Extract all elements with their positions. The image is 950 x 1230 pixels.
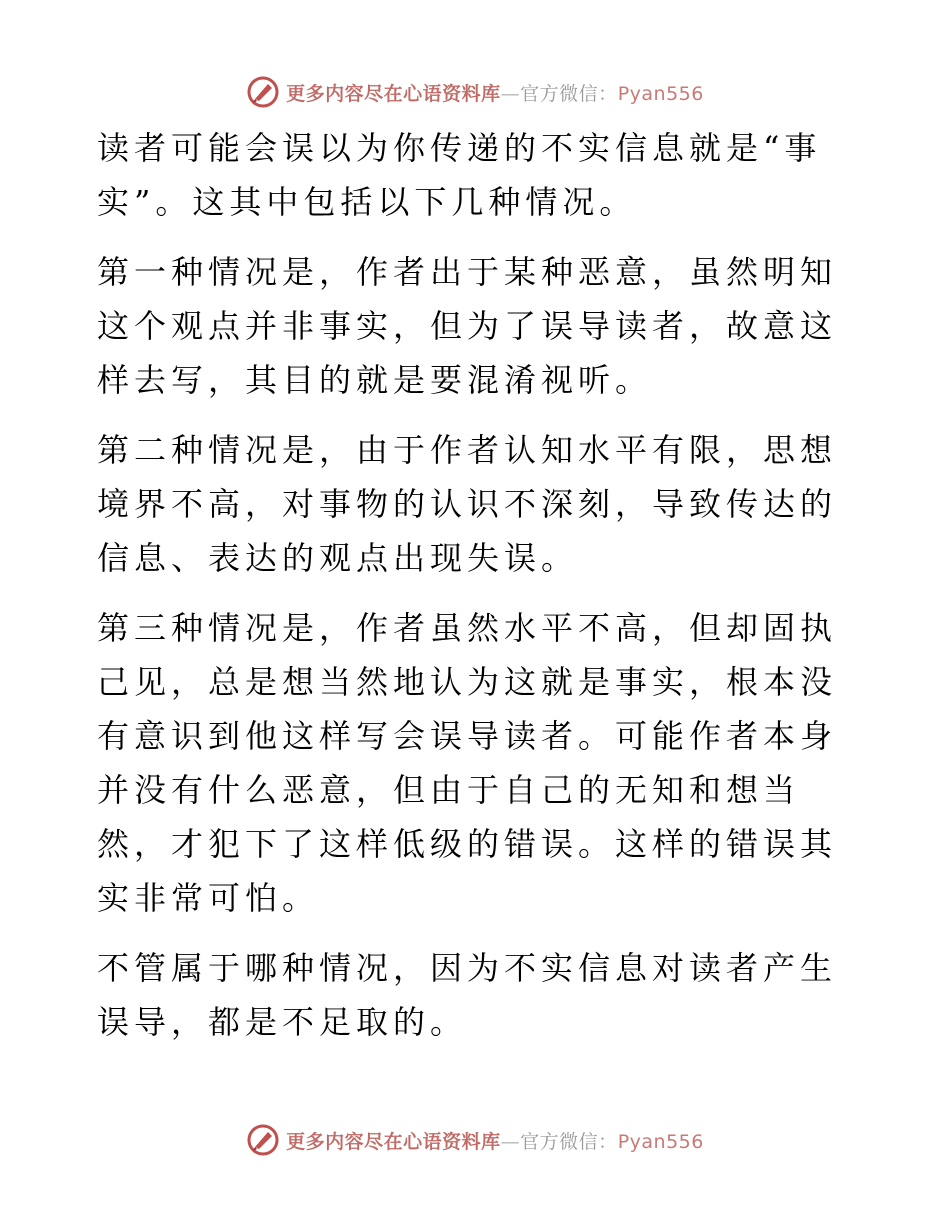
paragraph-1: 读者可能会误以为你传递的不实信息就是“事实”。这其中包括以下几种情况。	[97, 129, 822, 221]
footer-dash: —	[500, 1130, 521, 1153]
footer-watermark	[0, 1120, 950, 1160]
header-label: 官方微信：	[520, 82, 618, 105]
pen-logo-icon	[246, 75, 280, 109]
header-watermark	[0, 72, 950, 112]
paragraph-3: 第二种情况是，由于作者认知水平有限，思想境界不高，对事物的认识不深刻，导致传达的信息、表达的观点出现失误。	[97, 431, 838, 577]
footer-brand: 更多内容尽在心语资料库	[286, 1130, 501, 1153]
footer-label: 官方微信：	[520, 1130, 618, 1153]
header-wechat-id: Pyan556	[617, 82, 704, 105]
header-brand: 更多内容尽在心语资料库	[286, 82, 501, 105]
header-watermark-text	[286, 79, 704, 106]
paragraph-4: 第三种情况是，作者虽然水平不高，但却固执己见，总是想当然地认为这就是事实，根本没有意识到他这样写会误导读者。可能作者本身并没有什么恶意，但由于自己的无知和想当然，才犯下了这样低级的错误。这样的错误其实非常可怕。	[97, 609, 838, 917]
paragraph-2: 第一种情况是，作者出于某种恶意，虽然明知这个观点并非事实，但为了误导读者，故意这样去写，其目的就是要混淆视听。	[97, 253, 838, 399]
footer-watermark-text	[286, 1127, 704, 1154]
document-body	[97, 121, 857, 1065]
header-dash: —	[500, 82, 521, 105]
footer-wechat-id: Pyan556	[617, 1130, 704, 1153]
paragraph-5: 不管属于哪种情况，因为不实信息对读者产生误导，都是不足取的。	[97, 949, 838, 1041]
pen-logo-icon	[246, 1123, 280, 1157]
